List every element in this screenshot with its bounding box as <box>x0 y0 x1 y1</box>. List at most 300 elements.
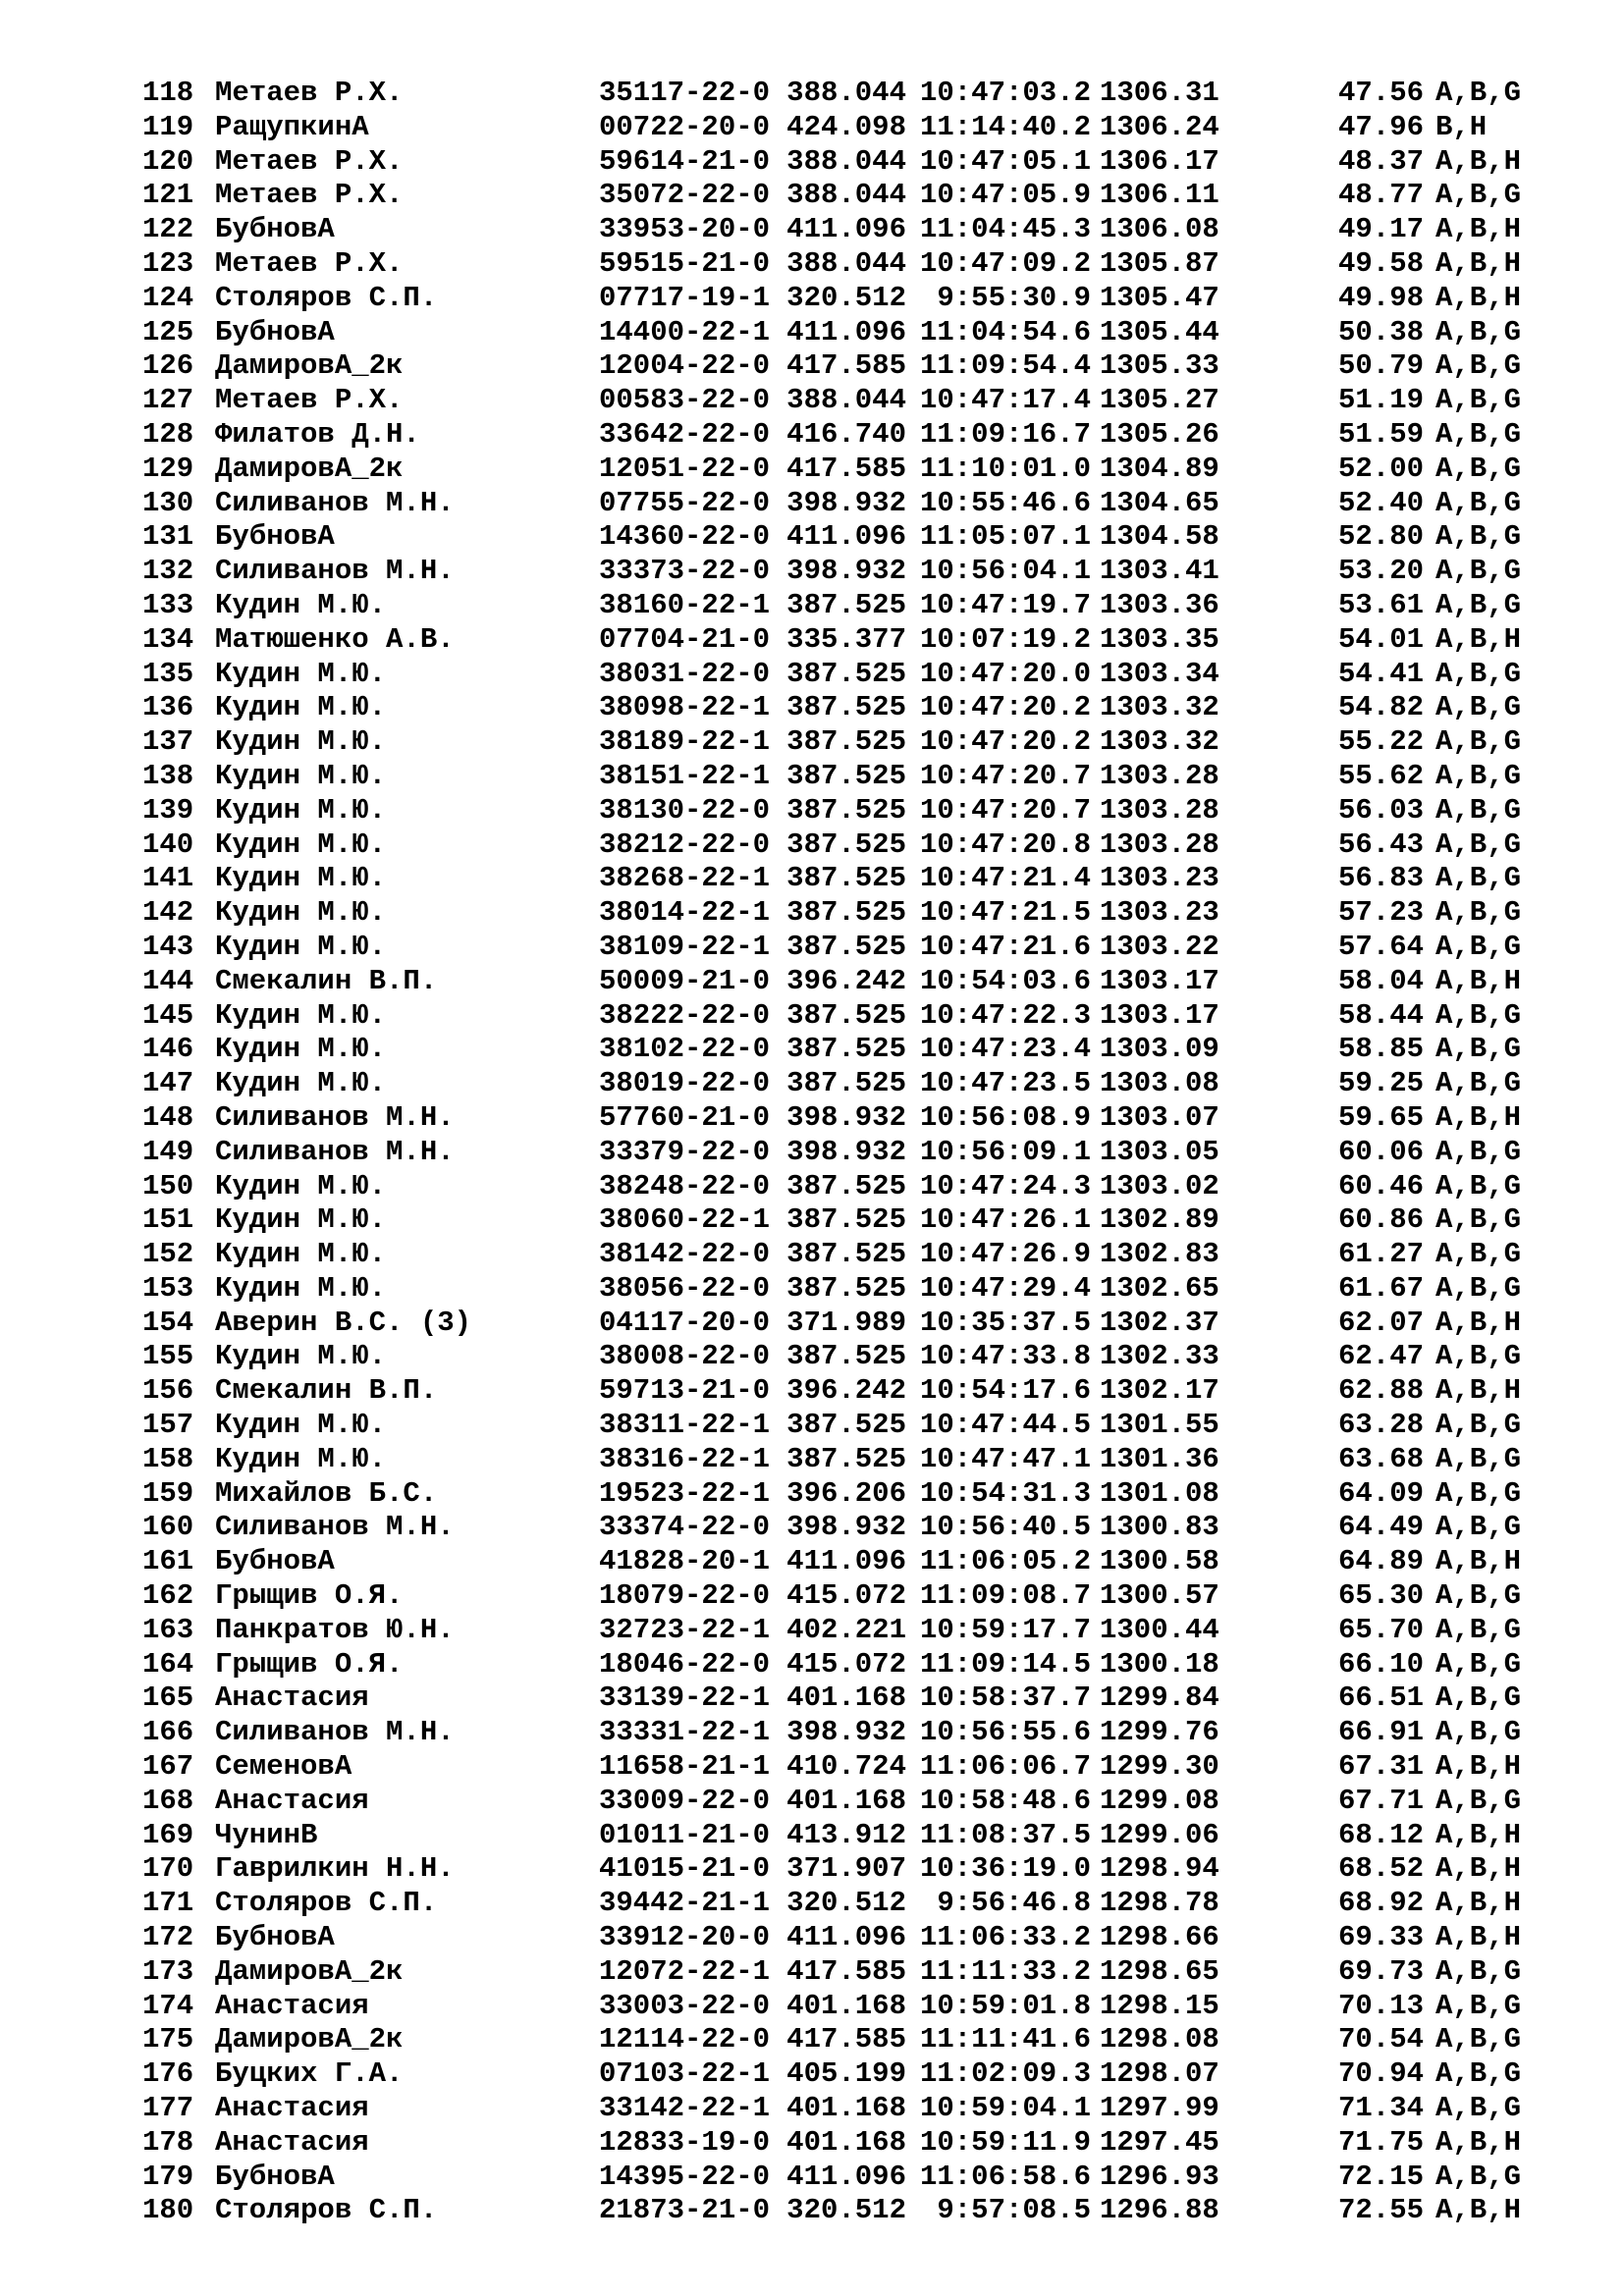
row-number: 125 <box>142 315 194 348</box>
points: 66.91 <box>1338 1716 1425 1749</box>
ring-number: 38130-22-0 <box>599 793 771 827</box>
participant-name: Метаев Р.Х. <box>215 144 404 178</box>
row-number: 176 <box>142 2057 194 2091</box>
distance: 415.072 <box>786 1579 906 1613</box>
row-number: 122 <box>142 213 194 246</box>
participant-name: Силиванов М.Н. <box>215 1511 455 1544</box>
classes: A,B,H <box>1435 622 1522 656</box>
row-number: 145 <box>142 998 194 1032</box>
points: 55.22 <box>1338 725 1425 759</box>
distance: 387.525 <box>786 657 906 690</box>
arrival-time: 11:02:09.3 <box>919 2057 1091 2091</box>
table-row <box>142 520 1556 555</box>
arrival-time: 11:08:37.5 <box>919 1818 1091 1851</box>
ring-number: 07755-22-0 <box>599 486 771 519</box>
participant-name: Кудин М.Ю. <box>215 1238 387 1271</box>
speed: 1303.28 <box>1100 759 1219 792</box>
participant-name: Кудин М.Ю. <box>215 862 387 895</box>
classes: A,B,G <box>1435 1989 1522 2022</box>
ring-number: 59515-21-0 <box>599 246 771 280</box>
speed: 1305.27 <box>1100 384 1219 417</box>
classes: A,B,G <box>1435 1784 1522 1817</box>
participant-name: БубновА <box>215 2160 335 2193</box>
participant-name: Кудин М.Ю. <box>215 759 387 792</box>
table-row <box>142 418 1556 453</box>
speed: 1298.15 <box>1100 1989 1219 2022</box>
row-number: 154 <box>142 1306 194 1339</box>
classes: A,B,G <box>1435 1067 1522 1100</box>
table-row <box>142 589 1556 623</box>
participant-name: ДамировА_2к <box>215 1954 404 1988</box>
table-row <box>142 1443 1556 1477</box>
row-number: 138 <box>142 759 194 792</box>
row-number: 127 <box>142 384 194 417</box>
speed: 1303.07 <box>1100 1100 1219 1134</box>
arrival-time: 10:58:37.7 <box>919 1682 1091 1715</box>
participant-name: Кудин М.Ю. <box>215 1169 387 1202</box>
speed: 1301.08 <box>1100 1476 1219 1510</box>
arrival-time: 10:47:23.4 <box>919 1033 1091 1066</box>
row-number: 142 <box>142 896 194 930</box>
points: 52.80 <box>1338 520 1425 554</box>
speed: 1304.65 <box>1100 486 1219 519</box>
arrival-time: 10:47:20.8 <box>919 828 1091 861</box>
classes: A,B,G <box>1435 1613 1522 1646</box>
classes: A,B,G <box>1435 759 1522 792</box>
distance: 398.932 <box>786 486 906 519</box>
distance: 387.525 <box>786 725 906 759</box>
distance: 387.525 <box>786 1067 906 1100</box>
row-number: 158 <box>142 1442 194 1475</box>
classes: A,B,G <box>1435 1169 1522 1202</box>
distance: 424.098 <box>786 110 906 143</box>
speed: 1303.28 <box>1100 793 1219 827</box>
distance: 387.525 <box>786 793 906 827</box>
points: 67.71 <box>1338 1784 1425 1817</box>
distance: 410.724 <box>786 1750 906 1784</box>
row-number: 175 <box>142 2023 194 2056</box>
table-row <box>142 453 1556 487</box>
participant-name: Кудин М.Ю. <box>215 930 387 963</box>
classes: A,B,G <box>1435 384 1522 417</box>
participant-name: Смекалин В.П. <box>215 964 438 997</box>
classes: A,B,G <box>1435 828 1522 861</box>
points: 50.38 <box>1338 315 1425 348</box>
points: 53.20 <box>1338 555 1425 588</box>
row-number: 155 <box>142 1340 194 1373</box>
participant-name: ДамировА_2к <box>215 349 404 383</box>
points: 68.52 <box>1338 1852 1425 1886</box>
arrival-time: 10:47:20.7 <box>919 793 1091 827</box>
ring-number: 33374-22-0 <box>599 1511 771 1544</box>
arrival-time: 11:09:54.4 <box>919 349 1091 383</box>
ring-number: 38060-22-1 <box>599 1203 771 1237</box>
table-row <box>142 1545 1556 1579</box>
speed: 1303.02 <box>1100 1169 1219 1202</box>
arrival-time: 10:47:19.7 <box>919 588 1091 621</box>
row-number: 144 <box>142 964 194 997</box>
arrival-time: 10:47:20.7 <box>919 759 1091 792</box>
distance: 401.168 <box>786 1989 906 2022</box>
speed: 1302.65 <box>1100 1271 1219 1305</box>
classes: A,B,G <box>1435 1238 1522 1271</box>
points: 60.86 <box>1338 1203 1425 1237</box>
arrival-time: 10:47:09.2 <box>919 246 1091 280</box>
ring-number: 33003-22-0 <box>599 1989 771 2022</box>
arrival-time: 10:36:19.0 <box>919 1852 1091 1886</box>
ring-number: 38151-22-1 <box>599 759 771 792</box>
participant-name: ДамировА_2к <box>215 452 404 485</box>
speed: 1303.17 <box>1100 964 1219 997</box>
distance: 396.242 <box>786 964 906 997</box>
distance: 387.525 <box>786 896 906 930</box>
row-number: 123 <box>142 246 194 280</box>
points: 56.83 <box>1338 862 1425 895</box>
speed: 1300.18 <box>1100 1647 1219 1681</box>
arrival-time: 10:47:20.2 <box>919 691 1091 724</box>
arrival-time: 10:59:11.9 <box>919 2125 1091 2159</box>
ring-number: 38248-22-0 <box>599 1169 771 1202</box>
speed: 1304.58 <box>1100 520 1219 554</box>
table-row <box>142 760 1556 794</box>
arrival-time: 10:47:20.2 <box>919 725 1091 759</box>
ring-number: 12004-22-0 <box>599 349 771 383</box>
points: 50.79 <box>1338 349 1425 383</box>
speed: 1302.17 <box>1100 1374 1219 1408</box>
distance: 387.525 <box>786 588 906 621</box>
classes: A,B,G <box>1435 691 1522 724</box>
speed: 1301.36 <box>1100 1442 1219 1475</box>
table-row <box>142 1614 1556 1648</box>
participant-name: Анастасия <box>215 2125 369 2159</box>
row-number: 134 <box>142 622 194 656</box>
ring-number: 38031-22-0 <box>599 657 771 690</box>
ring-number: 18046-22-0 <box>599 1647 771 1681</box>
distance: 387.525 <box>786 1409 906 1442</box>
distance: 388.044 <box>786 144 906 178</box>
participant-name: Кудин М.Ю. <box>215 1067 387 1100</box>
row-number: 132 <box>142 555 194 588</box>
row-number: 170 <box>142 1852 194 1886</box>
speed: 1300.44 <box>1100 1613 1219 1646</box>
participant-name: Анастасия <box>215 2092 369 2125</box>
speed: 1303.17 <box>1100 998 1219 1032</box>
distance: 388.044 <box>786 384 906 417</box>
participant-name: Кудин М.Ю. <box>215 793 387 827</box>
speed: 1302.89 <box>1100 1203 1219 1237</box>
row-number: 168 <box>142 1784 194 1817</box>
arrival-time: 10:54:17.6 <box>919 1374 1091 1408</box>
speed: 1298.07 <box>1100 2057 1219 2091</box>
ring-number: 33912-20-0 <box>599 1921 771 1954</box>
points: 60.46 <box>1338 1169 1425 1202</box>
points: 65.30 <box>1338 1579 1425 1613</box>
participant-name: Буцких Г.А. <box>215 2057 404 2091</box>
table-row <box>142 1921 1556 1955</box>
participant-name: СеменовА <box>215 1750 352 1784</box>
ring-number: 38212-22-0 <box>599 828 771 861</box>
arrival-time: 10:47:22.3 <box>919 998 1091 1032</box>
classes: A,B,G <box>1435 725 1522 759</box>
classes: A,B,G <box>1435 1409 1522 1442</box>
arrival-time: 10:47:33.8 <box>919 1340 1091 1373</box>
ring-number: 00583-22-0 <box>599 384 771 417</box>
arrival-time: 11:06:58.6 <box>919 2160 1091 2193</box>
table-row <box>142 1990 1556 2024</box>
points: 70.13 <box>1338 1989 1425 2022</box>
points: 60.06 <box>1338 1135 1425 1168</box>
classes: A,B,G <box>1435 930 1522 963</box>
participant-name: Кудин М.Ю. <box>215 896 387 930</box>
points: 51.59 <box>1338 417 1425 451</box>
distance: 387.525 <box>786 1169 906 1202</box>
table-row <box>142 1409 1556 1443</box>
table-row <box>142 1579 1556 1614</box>
points: 56.43 <box>1338 828 1425 861</box>
arrival-time: 10:47:03.2 <box>919 77 1091 109</box>
participant-name: Кудин М.Ю. <box>215 588 387 621</box>
classes: A,B,G <box>1435 1442 1522 1475</box>
points: 71.75 <box>1338 2125 1425 2159</box>
table-row <box>142 179 1556 213</box>
points: 53.61 <box>1338 588 1425 621</box>
ring-number: 59713-21-0 <box>599 1374 771 1408</box>
speed: 1306.31 <box>1100 77 1219 109</box>
ring-number: 33009-22-0 <box>599 1784 771 1817</box>
table-row <box>142 1716 1556 1750</box>
arrival-time: 10:47:05.9 <box>919 179 1091 212</box>
classes: A,B,H <box>1435 246 1522 280</box>
ring-number: 50009-21-0 <box>599 964 771 997</box>
speed: 1303.34 <box>1100 657 1219 690</box>
table-row <box>142 965 1556 999</box>
classes: A,B,H <box>1435 2194 1522 2227</box>
participant-name: Матюшенко А.В. <box>215 622 455 656</box>
classes: A,B,G <box>1435 896 1522 930</box>
participant-name: Кудин М.Ю. <box>215 691 387 724</box>
distance: 411.096 <box>786 1545 906 1578</box>
points: 48.37 <box>1338 144 1425 178</box>
distance: 415.072 <box>786 1647 906 1681</box>
distance: 388.044 <box>786 77 906 109</box>
distance: 411.096 <box>786 2160 906 2193</box>
speed: 1300.57 <box>1100 1579 1219 1613</box>
points: 70.54 <box>1338 2023 1425 2056</box>
participant-name: БубновА <box>215 315 335 348</box>
classes: A,B,G <box>1435 452 1522 485</box>
table-row <box>142 487 1556 521</box>
arrival-time: 10:47:17.4 <box>919 384 1091 417</box>
row-number: 119 <box>142 110 194 143</box>
row-number: 174 <box>142 1989 194 2022</box>
row-number: 129 <box>142 452 194 485</box>
ring-number: 38311-22-1 <box>599 1409 771 1442</box>
ring-number: 38222-22-0 <box>599 998 771 1032</box>
table-row <box>142 555 1556 589</box>
row-number: 149 <box>142 1135 194 1168</box>
distance: 387.525 <box>786 759 906 792</box>
classes: A,B,G <box>1435 417 1522 451</box>
participant-name: Анастасия <box>215 1989 369 2022</box>
points: 64.09 <box>1338 1476 1425 1510</box>
speed: 1305.44 <box>1100 315 1219 348</box>
arrival-time: 10:07:19.2 <box>919 622 1091 656</box>
distance: 398.932 <box>786 1716 906 1749</box>
arrival-time: 10:47:21.6 <box>919 930 1091 963</box>
arrival-time: 11:06:05.2 <box>919 1545 1091 1578</box>
classes: A,B,G <box>1435 1716 1522 1749</box>
table-row <box>142 1511 1556 1545</box>
distance: 401.168 <box>786 1682 906 1715</box>
row-number: 164 <box>142 1647 194 1681</box>
points: 51.19 <box>1338 384 1425 417</box>
ring-number: 38098-22-1 <box>599 691 771 724</box>
table-row <box>142 2092 1556 2126</box>
classes: A,B,H <box>1435 2125 1522 2159</box>
points: 62.07 <box>1338 1306 1425 1339</box>
classes: A,B,G <box>1435 793 1522 827</box>
speed: 1305.47 <box>1100 281 1219 314</box>
arrival-time: 10:47:26.1 <box>919 1203 1091 1237</box>
classes: A,B,G <box>1435 1271 1522 1305</box>
table-row <box>142 1852 1556 1887</box>
arrival-time: 10:59:01.8 <box>919 1989 1091 2022</box>
participant-name: Кудин М.Ю. <box>215 1271 387 1305</box>
ring-number: 32723-22-1 <box>599 1613 771 1646</box>
speed: 1299.84 <box>1100 1682 1219 1715</box>
table-row <box>142 1203 1556 1238</box>
points: 57.23 <box>1338 896 1425 930</box>
table-row <box>142 145 1556 180</box>
ring-number: 19523-22-1 <box>599 1476 771 1510</box>
speed: 1306.17 <box>1100 144 1219 178</box>
distance: 398.932 <box>786 1511 906 1544</box>
ring-number: 12114-22-0 <box>599 2023 771 2056</box>
points: 49.58 <box>1338 246 1425 280</box>
classes: A,B,H <box>1435 1750 1522 1784</box>
classes: A,B,H <box>1435 1545 1522 1578</box>
participant-name: Метаев Р.Х. <box>215 246 404 280</box>
arrival-time: 10:47:21.4 <box>919 862 1091 895</box>
speed: 1296.93 <box>1100 2160 1219 2193</box>
participant-name: Метаев Р.Х. <box>215 179 404 212</box>
speed: 1299.76 <box>1100 1716 1219 1749</box>
ring-number: 41828-20-1 <box>599 1545 771 1578</box>
participant-name: БубновА <box>215 1921 335 1954</box>
row-number: 143 <box>142 930 194 963</box>
participant-name: Кудин М.Ю. <box>215 725 387 759</box>
distance: 387.525 <box>786 862 906 895</box>
row-number: 128 <box>142 417 194 451</box>
row-number: 179 <box>142 2160 194 2193</box>
speed: 1298.08 <box>1100 2023 1219 2056</box>
table-row <box>142 691 1556 725</box>
points: 69.73 <box>1338 1954 1425 1988</box>
ring-number: 39442-21-1 <box>599 1887 771 1920</box>
ring-number: 33953-20-0 <box>599 213 771 246</box>
points: 66.51 <box>1338 1682 1425 1715</box>
points: 55.62 <box>1338 759 1425 792</box>
participant-name: Кудин М.Ю. <box>215 1340 387 1373</box>
row-number: 172 <box>142 1921 194 1954</box>
classes: A,B,H <box>1435 1818 1522 1851</box>
table-row <box>142 349 1556 384</box>
distance: 387.525 <box>786 1203 906 1237</box>
ring-number: 14400-22-1 <box>599 315 771 348</box>
points: 58.44 <box>1338 998 1425 1032</box>
speed: 1299.08 <box>1100 1784 1219 1817</box>
distance: 396.242 <box>786 1374 906 1408</box>
points: 71.34 <box>1338 2092 1425 2125</box>
participant-name: Силиванов М.Н. <box>215 1135 455 1168</box>
ring-number: 00722-20-0 <box>599 110 771 143</box>
row-number: 140 <box>142 828 194 861</box>
ring-number: 38019-22-0 <box>599 1067 771 1100</box>
row-number: 131 <box>142 520 194 554</box>
ring-number: 07717-19-1 <box>599 281 771 314</box>
points: 68.12 <box>1338 1818 1425 1851</box>
table-row <box>142 623 1556 658</box>
arrival-time: 11:09:14.5 <box>919 1647 1091 1681</box>
participant-name: Кудин М.Ю. <box>215 1203 387 1237</box>
table-row <box>142 725 1556 760</box>
points: 48.77 <box>1338 179 1425 212</box>
row-number: 118 <box>142 77 194 109</box>
arrival-time: 10:56:09.1 <box>919 1135 1091 1168</box>
table-row <box>142 931 1556 965</box>
arrival-time: 10:54:03.6 <box>919 964 1091 997</box>
row-number: 133 <box>142 588 194 621</box>
speed: 1298.94 <box>1100 1852 1219 1886</box>
classes: A,B,H <box>1435 1921 1522 1954</box>
points: 47.56 <box>1338 77 1425 109</box>
row-number: 120 <box>142 144 194 178</box>
distance: 411.096 <box>786 1921 906 1954</box>
distance: 398.932 <box>786 1100 906 1134</box>
distance: 388.044 <box>786 179 906 212</box>
participant-name: Кудин М.Ю. <box>215 657 387 690</box>
row-number: 163 <box>142 1613 194 1646</box>
table-row <box>142 1067 1556 1101</box>
table-row <box>142 384 1556 418</box>
table-row <box>142 1477 1556 1512</box>
ring-number: 35117-22-0 <box>599 77 771 109</box>
row-number: 157 <box>142 1409 194 1442</box>
speed: 1297.45 <box>1100 2125 1219 2159</box>
ring-number: 41015-21-0 <box>599 1852 771 1886</box>
classes: A,B,G <box>1435 1033 1522 1066</box>
table-row <box>142 1750 1556 1785</box>
speed: 1302.83 <box>1100 1238 1219 1271</box>
speed: 1303.41 <box>1100 555 1219 588</box>
speed: 1306.24 <box>1100 110 1219 143</box>
classes: A,B,G <box>1435 1203 1522 1237</box>
distance: 335.377 <box>786 622 906 656</box>
arrival-time: 10:56:40.5 <box>919 1511 1091 1544</box>
classes: A,B,G <box>1435 588 1522 621</box>
table-row <box>142 1170 1556 1204</box>
participant-name: Гаврилкин Н.Н. <box>215 1852 455 1886</box>
row-number: 166 <box>142 1716 194 1749</box>
classes: A,B,G <box>1435 1954 1522 1988</box>
row-number: 171 <box>142 1887 194 1920</box>
speed: 1305.33 <box>1100 349 1219 383</box>
distance: 398.932 <box>786 555 906 588</box>
table-row <box>142 1819 1556 1853</box>
row-number: 141 <box>142 862 194 895</box>
table-row <box>142 1340 1556 1374</box>
points: 70.94 <box>1338 2057 1425 2091</box>
